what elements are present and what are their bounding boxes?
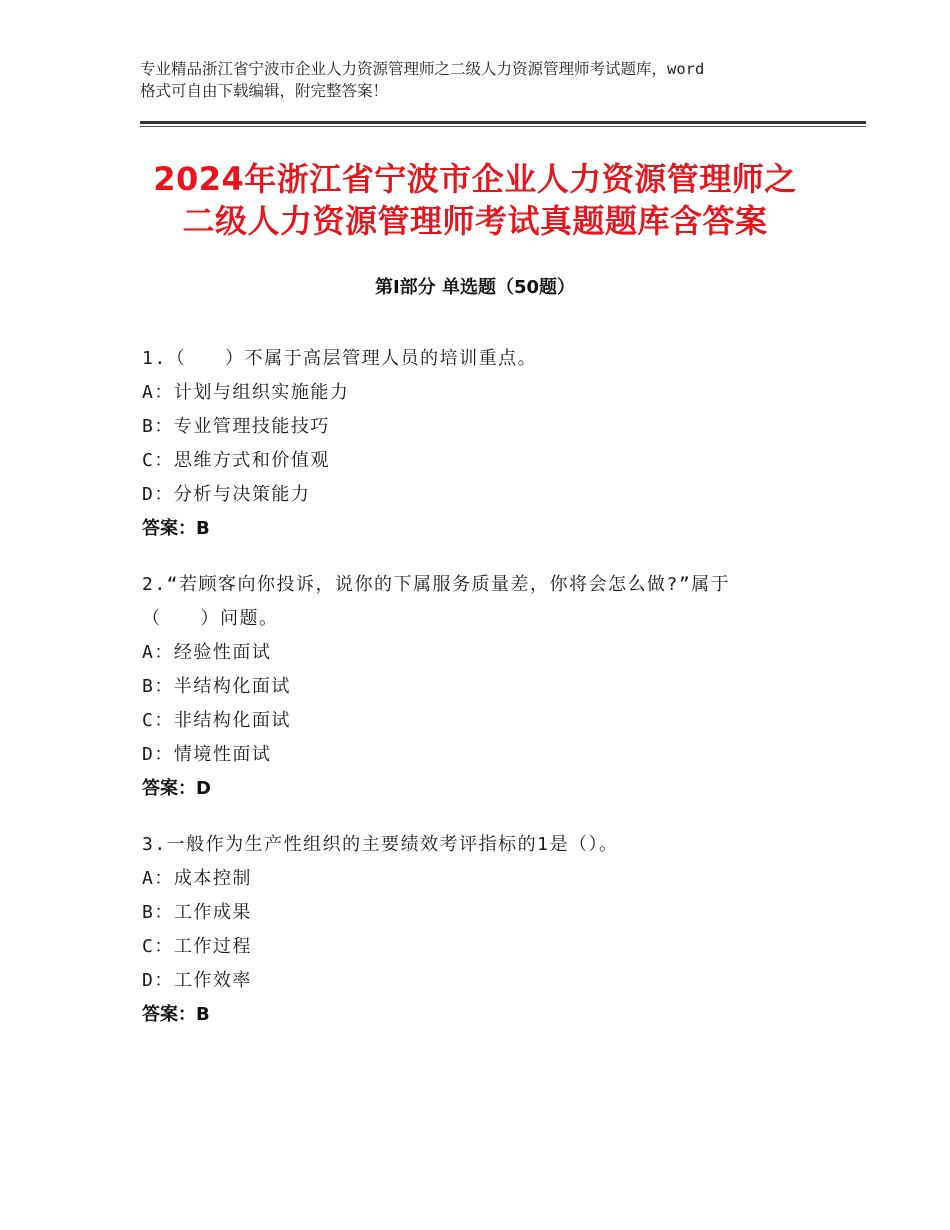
answer: 答案：B <box>142 518 210 539</box>
option-b: B：工作成果 <box>142 902 252 923</box>
option-c: C：非结构化面试 <box>142 710 291 731</box>
option-d: D：分析与决策能力 <box>142 484 311 505</box>
question-list <box>142 342 822 1054</box>
answer: 答案：B <box>142 1004 210 1025</box>
option-b: B：专业管理技能技巧 <box>142 416 330 437</box>
option-a: A：经验性面试 <box>142 642 272 663</box>
header-note-line-1: 专业精品浙江省宁波市企业人力资源管理师之二级人力资源管理师考试题库，word <box>140 60 705 78</box>
question-stem: 3.一般作为生产性组织的主要绩效考评指标的1是（）。 <box>142 834 619 855</box>
answer: 答案：D <box>142 778 211 799</box>
header-note-line-2: 格式可自由下载编辑，附完整答案！ <box>140 82 389 100</box>
header-note <box>140 58 830 102</box>
question-stem: 1.（ ）不属于高层管理人员的培训重点。 <box>142 348 538 369</box>
header-divider-thick <box>140 121 866 124</box>
option-c: C：思维方式和价值观 <box>142 450 330 471</box>
option-d: D：工作效率 <box>142 970 252 991</box>
option-c: C：工作过程 <box>142 936 252 957</box>
document-title-line-2: 二级人力资源管理师考试真题题库含答案 <box>182 202 768 240</box>
document-title-line-1: 2024年浙江省宁波市企业人力资源管理师之 <box>153 160 797 198</box>
question-3 <box>142 828 822 1032</box>
header-divider-thin <box>140 126 866 127</box>
question-2 <box>142 568 822 806</box>
option-d: D：情境性面试 <box>142 744 272 765</box>
question-stem: 2.“若顾客向你投诉，说你的下属服务质量差，你将会怎么做?”属于 <box>142 574 731 595</box>
section-heading: 第Ⅰ部分 单选题（50题） <box>374 277 575 298</box>
question-stem-continued: （ ）问题。 <box>142 608 279 629</box>
option-a: A：成本控制 <box>142 868 252 889</box>
question-1 <box>142 342 822 546</box>
document-title <box>0 158 950 242</box>
option-b: B：半结构化面试 <box>142 676 291 697</box>
option-a: A：计划与组织实施能力 <box>142 382 350 403</box>
